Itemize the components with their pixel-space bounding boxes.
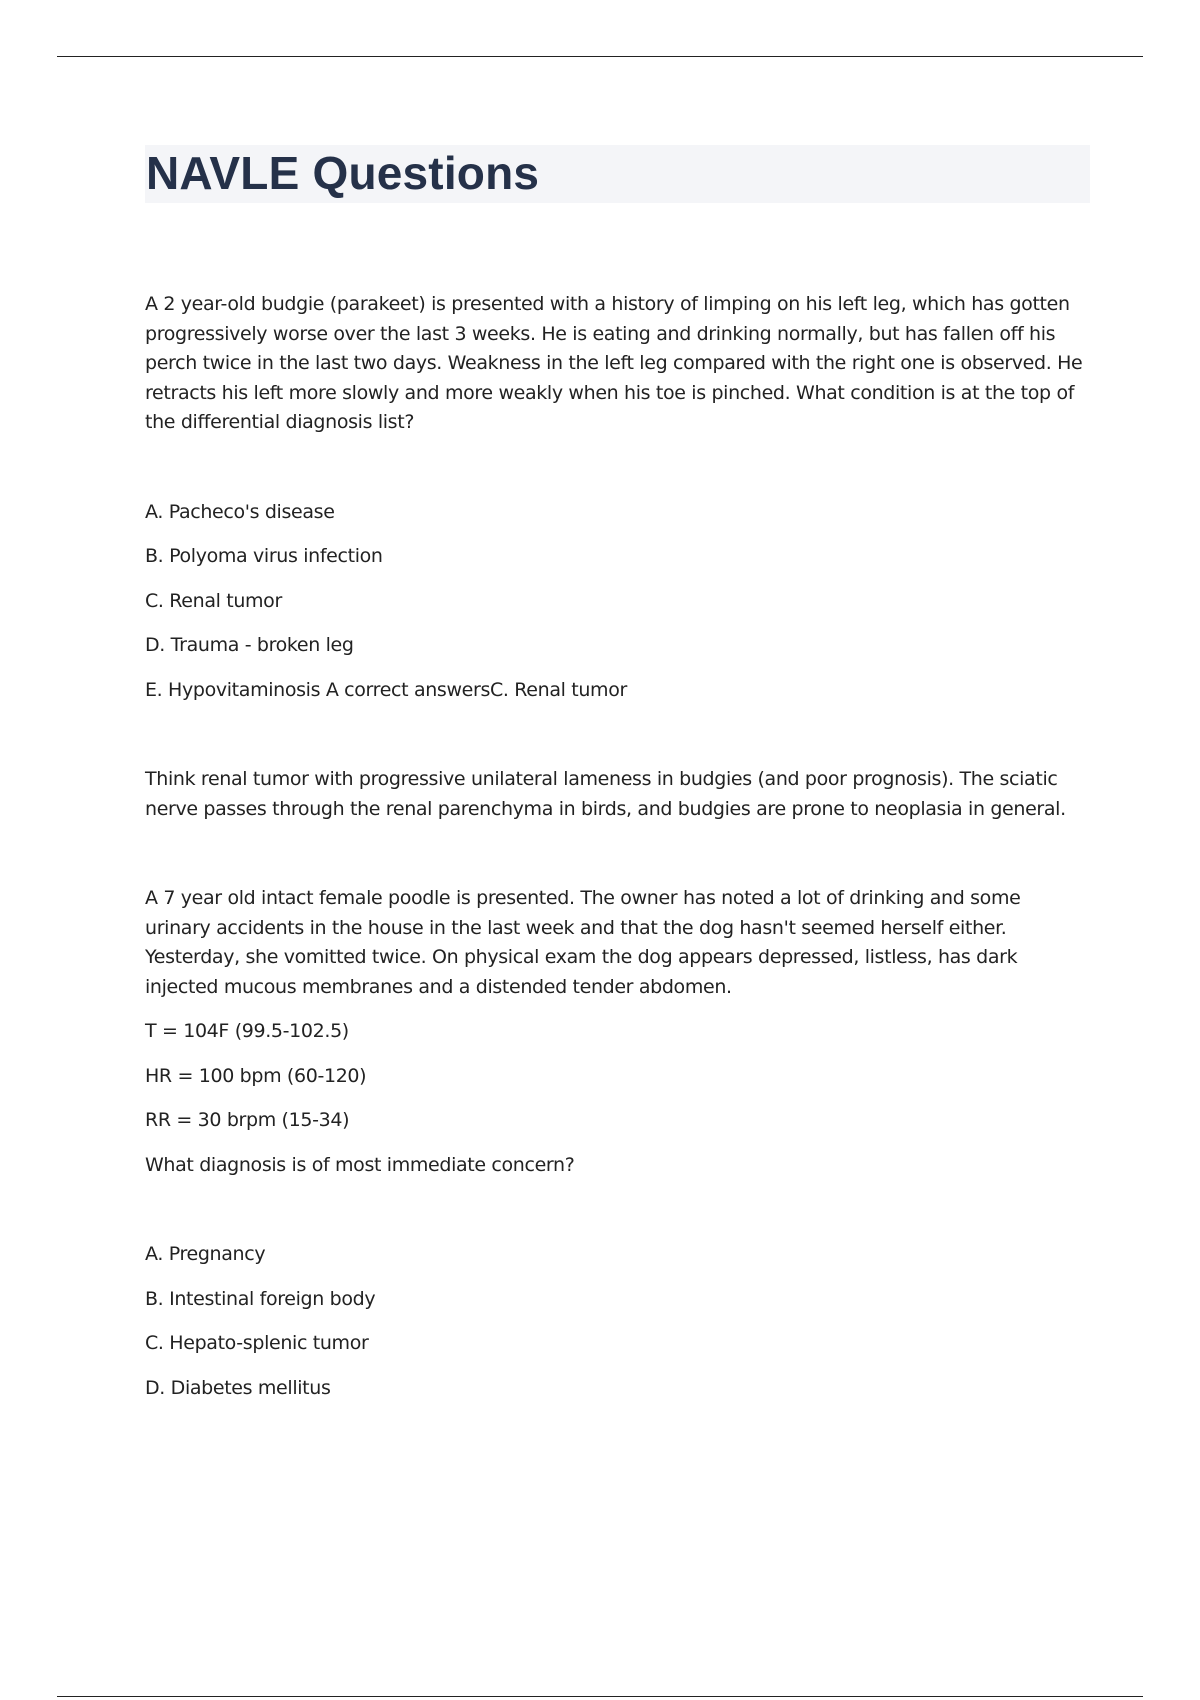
question-1-options bbox=[145, 498, 1090, 706]
document-title: NAVLE Questions bbox=[146, 147, 540, 199]
vital-respiratory-rate: RR = 30 brpm (15-34) bbox=[145, 1109, 350, 1131]
footer-rule bbox=[57, 1696, 1143, 1697]
document-body bbox=[145, 290, 1090, 1418]
question-2-option-d: D. Diabetes mellitus bbox=[145, 1376, 331, 1399]
question-2-stem: A 7 year old intact female poodle is presented. The owner has noted a lot of drinking and some urinary accidents in the house in the last week and that the dog hasn't seemed herself either. Yesterday, she vomitted twice. On physical exam the dog appears depressed, listless, has dark injected mucous membranes and a distended tender abdomen. bbox=[145, 887, 1021, 998]
vital-heart-rate: HR = 100 bpm (60-120) bbox=[145, 1064, 367, 1087]
question-2-option-a: A. Pregnancy bbox=[145, 1243, 266, 1265]
question-1-option-d: D. Trauma - broken leg bbox=[145, 634, 354, 656]
question-1-option-a: A. Pacheco's disease bbox=[145, 500, 335, 523]
question-1-explanation: Think renal tumor with progressive unilateral lameness in budgies (and poor prognosis). The sciatic nerve passes through the renal parenchyma in birds, and budgies are prone to neoplasia in general. bbox=[145, 768, 1066, 820]
header-rule bbox=[57, 56, 1143, 57]
vital-temperature: T = 104F (99.5-102.5) bbox=[145, 1020, 349, 1042]
question-2-option-b: B. Intestinal foreign body bbox=[145, 1287, 376, 1310]
question-2-option-c: C. Hepato-splenic tumor bbox=[145, 1332, 369, 1354]
question-1-option-e-answer: E. Hypovitaminosis A correct answersC. Renal tumor bbox=[145, 678, 627, 701]
question-2-prompt: What diagnosis is of most immediate concern? bbox=[145, 1153, 575, 1176]
question-1-option-c: C. Renal tumor bbox=[145, 589, 282, 612]
question-2-options bbox=[145, 1240, 1090, 1403]
question-1-option-b: B. Polyoma virus infection bbox=[145, 545, 383, 567]
question-1-stem: A 2 year-old budgie (parakeet) is presented with a history of limping on his left leg, which has gotten progressively worse over the last 3 weeks. He is eating and drinking normally, but has fallen off his perch twice in the last two days. Weakness in the left leg compared with the right one is observed. He retracts his left more slowly and more weakly when his toe is pinched. What condition is at the top of the differential diagnosis list? bbox=[145, 293, 1083, 433]
